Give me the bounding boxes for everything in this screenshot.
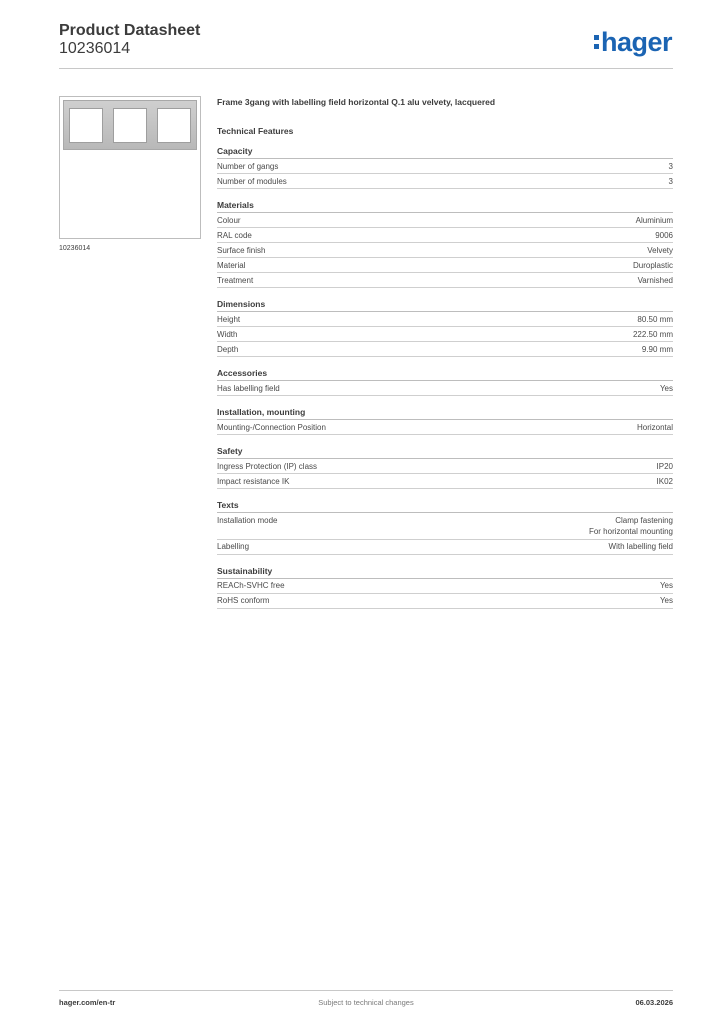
feature-label: Material (217, 260, 246, 270)
feature-value: 9.90 mm (641, 344, 673, 354)
feature-section (217, 499, 673, 555)
footer-divider (59, 990, 673, 991)
feature-label: Height (217, 314, 241, 324)
feature-label: Has labelling field (217, 383, 280, 393)
hager-logo[interactable] (594, 28, 672, 56)
frame-3gang-icon (63, 100, 197, 150)
footer-date: 06.03.2026 (635, 998, 673, 1007)
feature-label: Surface finish (217, 245, 266, 255)
feature-value: Yes (659, 581, 673, 590)
feature-label: Installation mode (217, 515, 278, 525)
document-title: Product Datasheet (59, 22, 201, 39)
feature-section (217, 565, 673, 609)
product-image (59, 96, 201, 239)
feature-value: Clamp fastening For horizontal mounting (588, 515, 673, 536)
feature-row (217, 213, 673, 228)
feature-section (217, 298, 673, 357)
feature-row (217, 459, 673, 474)
feature-row (217, 312, 673, 327)
feature-value: Duroplastic (632, 260, 673, 270)
feature-value: 3 (668, 161, 673, 171)
feature-row (217, 513, 673, 540)
section-heading: Dimensions (217, 298, 673, 312)
feature-label: Impact resistance IK (217, 476, 290, 486)
feature-row (217, 474, 673, 489)
feature-row (217, 243, 673, 258)
feature-value: Varnished (637, 275, 673, 285)
feature-value: 80.50 mm (637, 314, 673, 324)
feature-label: Depth (217, 344, 239, 354)
section-heading: Texts (217, 499, 673, 513)
feature-label: Number of gangs (217, 161, 279, 171)
image-caption-code: 10236014 (59, 245, 91, 252)
technical-features-heading: Technical Features (217, 126, 294, 136)
header-divider (59, 68, 673, 69)
section-heading: Materials (217, 199, 673, 213)
datasheet-content (217, 96, 673, 619)
section-heading: Sustainability (217, 565, 673, 579)
feature-label: Mounting-/Connection Position (217, 422, 326, 432)
footer-website-link[interactable]: hager.com/en-tr (59, 998, 116, 1007)
product-code: 10236014 (59, 40, 131, 57)
section-heading: Safety (217, 445, 673, 459)
feature-row (217, 327, 673, 342)
feature-value: Horizontal (636, 422, 673, 432)
feature-section (217, 406, 673, 435)
feature-section (217, 445, 673, 489)
feature-section (217, 145, 673, 189)
logo-colon-icon (594, 35, 599, 49)
feature-value: 9006 (655, 230, 673, 240)
feature-label: RAL code (217, 230, 252, 240)
footer-note: Subject to technical changes (318, 998, 414, 1007)
feature-label: Colour (217, 215, 241, 225)
feature-row (217, 579, 673, 594)
feature-value: 3 (668, 176, 673, 186)
feature-row (217, 540, 673, 555)
feature-row (217, 159, 673, 174)
product-title: Frame 3gang with labelling field horizontal Q.1 alu velvety, lacquered (217, 97, 496, 107)
feature-value: IP20 (656, 461, 673, 471)
feature-section (217, 199, 673, 288)
section-heading: Accessories (217, 367, 673, 381)
feature-label: Ingress Protection (IP) class (217, 461, 318, 471)
feature-row (217, 228, 673, 243)
feature-label: Number of modules (217, 176, 287, 186)
logo-text: hager (600, 27, 672, 57)
feature-row (217, 594, 673, 609)
feature-label: REACh-SVHC free (217, 581, 285, 590)
feature-label: RoHS conform (217, 596, 270, 605)
feature-value: Velvety (647, 245, 673, 255)
feature-row (217, 381, 673, 396)
feature-row (217, 420, 673, 435)
feature-value: With labelling field (608, 542, 673, 551)
feature-row (217, 273, 673, 288)
feature-label: Treatment (217, 275, 254, 285)
feature-row (217, 258, 673, 273)
feature-value: Aluminium (635, 215, 673, 225)
feature-value: Yes (659, 383, 673, 393)
feature-section (217, 367, 673, 396)
section-heading: Capacity (217, 145, 673, 159)
feature-label: Width (217, 329, 238, 339)
feature-row (217, 342, 673, 357)
feature-value: Yes (659, 596, 673, 605)
feature-value: IK02 (656, 476, 673, 486)
feature-row (217, 174, 673, 189)
feature-value: 222.50 mm (632, 329, 673, 339)
feature-sections (217, 145, 673, 609)
feature-label: Labelling (217, 542, 250, 551)
section-heading: Installation, mounting (217, 406, 673, 420)
page-header (59, 22, 673, 70)
